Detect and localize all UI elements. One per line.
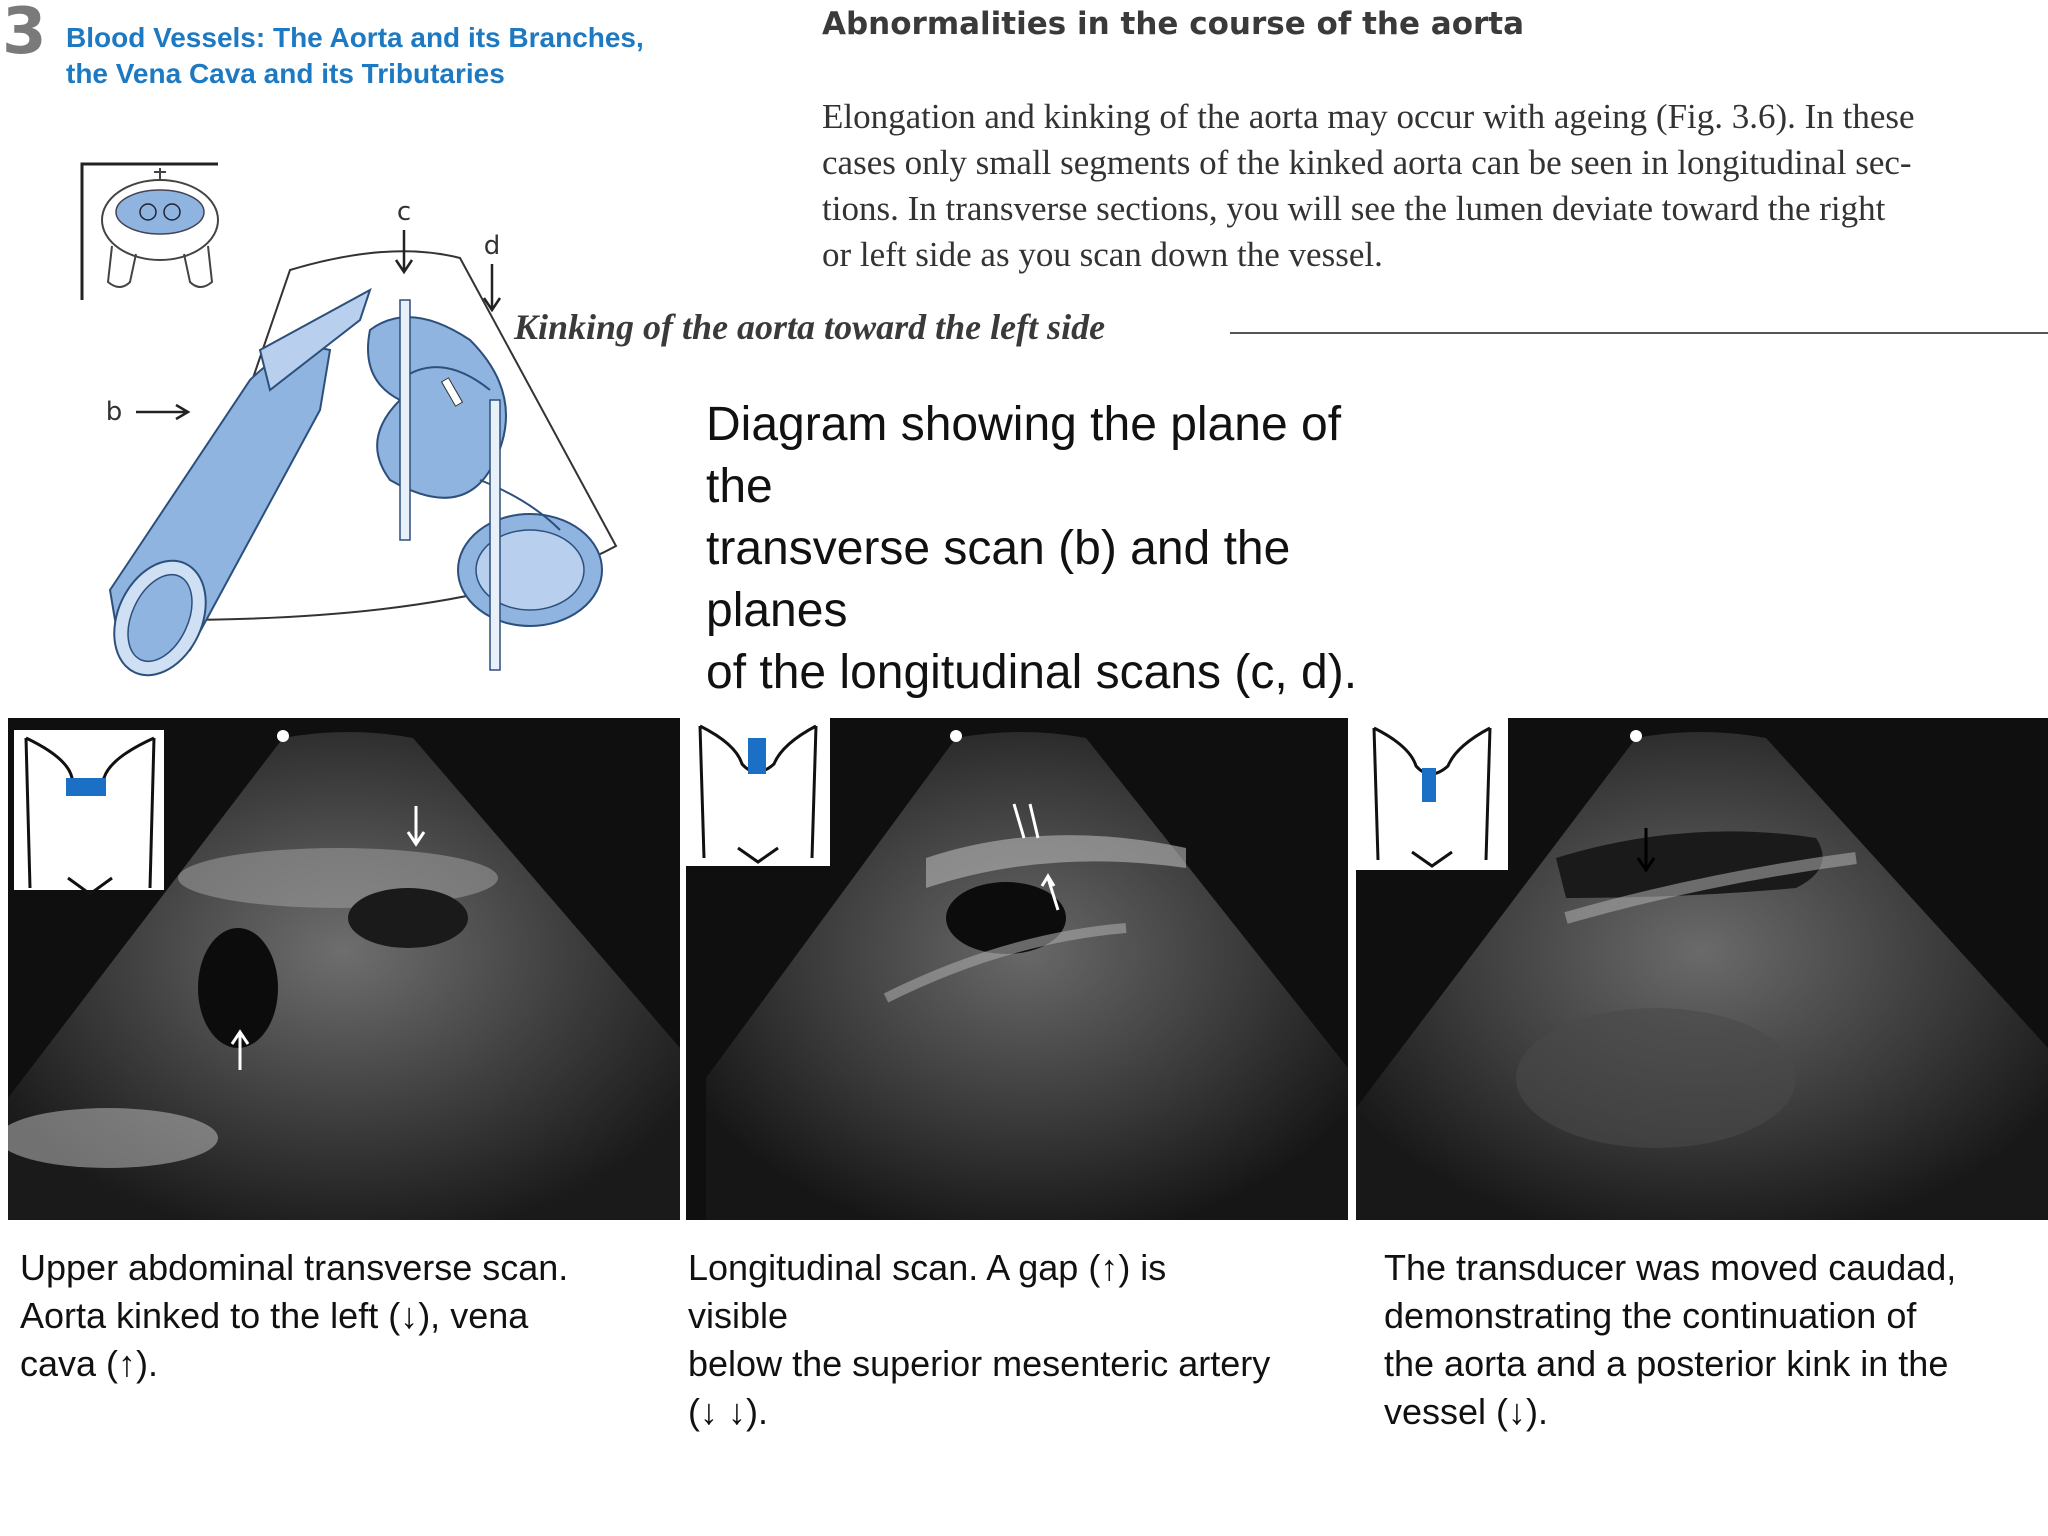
diagram-label-b: b	[105, 397, 123, 427]
diagram-label-c: c	[396, 197, 412, 227]
ultrasound-image	[686, 718, 1348, 1220]
caption-line: (↓ ↓).	[688, 1391, 768, 1432]
section-body	[822, 94, 2044, 278]
aorta-kink-diagram	[60, 150, 640, 690]
caption-line: below the superior mesenteric artery	[688, 1343, 1271, 1384]
body-line: Elongation and kinking of the aorta may occur with ageing (Fig. 3.6). In these	[822, 97, 1915, 136]
arrow-right-icon	[136, 405, 188, 419]
chapter-title	[66, 20, 686, 92]
diagram-caption	[706, 394, 1406, 704]
caption-line: the aorta and a posterior kink in the	[1384, 1343, 1949, 1384]
caption-line: Upper abdominal transverse scan.	[20, 1247, 569, 1288]
caption-line: Aorta kinked to the left (↓), vena	[20, 1295, 529, 1336]
probe-position-icon	[686, 718, 830, 866]
body-line: cases only small segments of the kinked aorta can be seen in longitudinal sec-	[822, 143, 1912, 182]
scan-plane-c	[400, 300, 410, 540]
diagram-label-d: d	[483, 231, 501, 261]
section-heading: Abnormalities in the course of the aorta	[822, 6, 1525, 42]
caption-line: demonstrating the continuation of	[1384, 1295, 1917, 1336]
ultrasound-image	[1356, 718, 2048, 1220]
diagram-caption-line: transverse scan (b) and the planes	[706, 522, 1291, 637]
chapter-title-line: the Vena Cava and its Tributaries	[66, 58, 505, 89]
probe-position-icon	[1356, 718, 1508, 870]
diagram-caption-line: Diagram showing the plane of the	[706, 398, 1342, 513]
chapter-title-line: Blood Vessels: The Aorta and its Branches,	[66, 22, 644, 53]
torso-orientation-icon	[102, 168, 218, 287]
ultrasound-image	[8, 718, 680, 1220]
arrow-down-icon	[484, 264, 500, 310]
caption-line: The transducer was moved caudad,	[1384, 1247, 1957, 1288]
chapter-number: 3	[2, 0, 47, 69]
panel-caption-1	[20, 1244, 670, 1388]
body-line: or left side as you scan down the vessel.	[822, 235, 1383, 274]
subheading-rule	[1230, 332, 2048, 334]
subheading: Kinking of the aorta toward the left side	[514, 307, 1106, 347]
caption-line: vessel (↓).	[1384, 1391, 1549, 1432]
caption-line: Longitudinal scan. A gap (↑) is	[688, 1247, 1167, 1288]
ultrasound-panel-transverse	[8, 718, 680, 1220]
diagram-caption-line: of the longitudinal scans (c, d).	[706, 646, 1358, 699]
panel-caption-3	[1384, 1244, 2044, 1436]
body-line: tions. In transverse sections, you will see the lumen deviate toward the right	[822, 189, 1886, 228]
scan-plane-d	[490, 400, 500, 670]
panel-caption-2	[688, 1244, 1348, 1436]
ultrasound-panel-caudad	[1356, 718, 2048, 1220]
caption-line: visible	[688, 1295, 789, 1336]
probe-position-icon	[14, 730, 164, 894]
ultrasound-panel-longitudinal	[686, 718, 1348, 1220]
caption-line: cava (↑).	[20, 1343, 159, 1384]
